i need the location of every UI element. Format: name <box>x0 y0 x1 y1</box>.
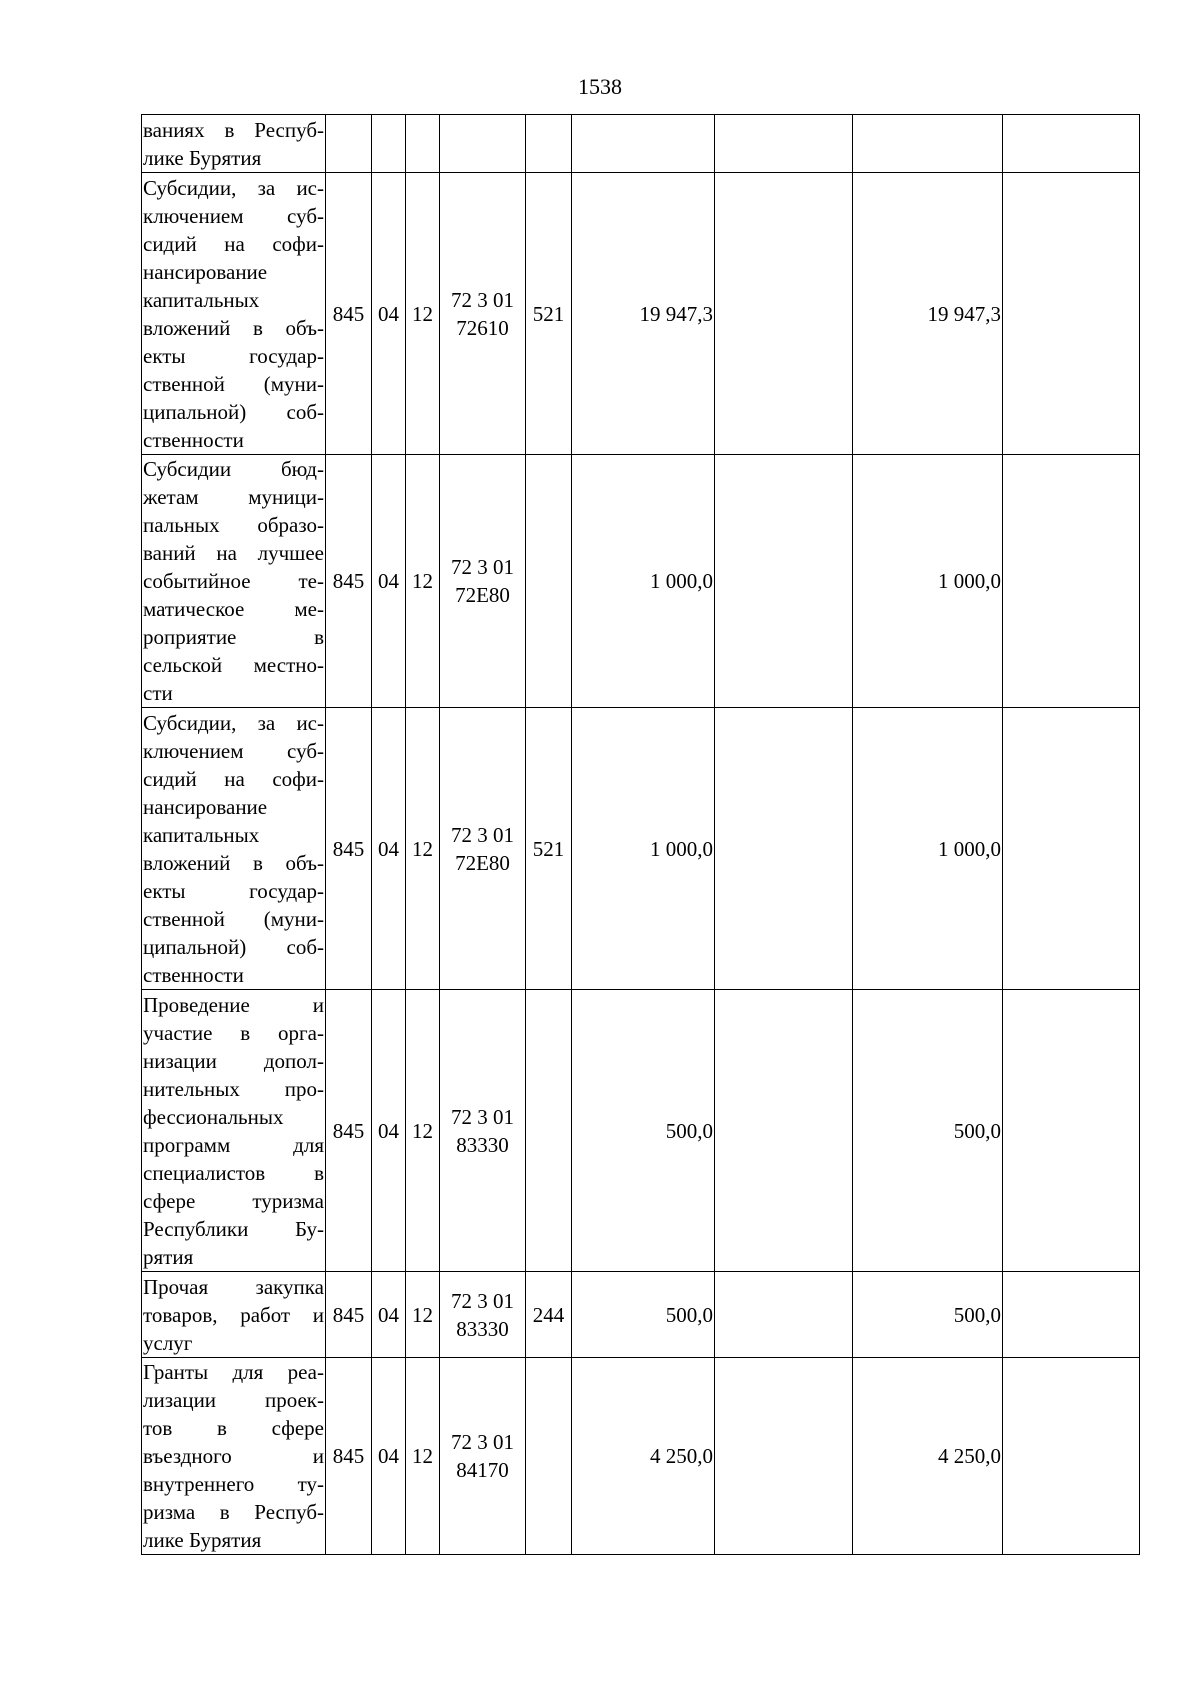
expense-name-line: событийное те- <box>143 569 324 593</box>
expense-name-cell <box>142 1272 326 1358</box>
amount-total-cell: 500,0 <box>572 1272 715 1358</box>
ministry-code-cell <box>326 115 372 173</box>
amount-total-cell: 4 250,0 <box>572 1358 715 1555</box>
amount-column-d-cell <box>1003 455 1140 708</box>
amount-column-d-cell <box>1003 115 1140 173</box>
expense-name-line: въездного и <box>143 1444 324 1468</box>
amount-column-c-cell: 19 947,3 <box>853 173 1003 455</box>
expense-name-line: ственной (муни- <box>143 371 324 396</box>
expense-name-line: пальных образо- <box>143 513 324 537</box>
page-number: 1538 <box>578 74 622 99</box>
expense-name-line: рятия <box>143 1244 194 1269</box>
target-article-line: 72 3 01 <box>451 287 514 312</box>
expense-type-cell <box>526 990 572 1272</box>
expense-name-line: внутреннего ту- <box>143 1472 324 1496</box>
expense-name-line: нансирование <box>143 794 268 819</box>
amount-column-b-cell <box>715 708 853 990</box>
expense-name-line: ственности <box>143 962 244 987</box>
target-article-line: 72 3 01 <box>451 555 514 579</box>
expense-name-cell <box>142 173 326 455</box>
expense-name-line: Проведение и <box>143 992 324 1017</box>
target-article-line: 72 3 01 <box>451 822 514 847</box>
target-article-cell <box>440 455 526 708</box>
section-code-cell: 04 <box>372 173 406 455</box>
expense-type-cell: 521 <box>526 708 572 990</box>
expense-name-line: ственной (муни- <box>143 906 324 931</box>
amount-total-cell <box>572 115 715 173</box>
amount-column-c-cell: 1 000,0 <box>853 455 1003 708</box>
amount-column-c-cell: 500,0 <box>853 990 1003 1272</box>
expense-name-line: жетам муници- <box>143 485 324 509</box>
budget-table <box>141 114 1140 1555</box>
expense-name-line: участие в орга- <box>143 1020 324 1045</box>
expense-name-line: Субсидии бюд- <box>143 457 324 481</box>
table-row <box>142 1358 1140 1555</box>
amount-total-cell: 500,0 <box>572 990 715 1272</box>
subsection-code-cell: 12 <box>406 455 440 708</box>
expense-name-line: ципальной) соб- <box>143 934 324 959</box>
amount-column-b-cell <box>715 1358 853 1555</box>
target-article-line: 83330 <box>456 1316 509 1341</box>
expense-type-cell: 521 <box>526 173 572 455</box>
amount-column-c-cell: 1 000,0 <box>853 708 1003 990</box>
expense-name-line: вложений в объ- <box>143 850 324 875</box>
expense-name-line: сфере туризма <box>143 1188 324 1213</box>
expense-name-line: ризма в Респуб- <box>143 1500 324 1524</box>
target-article-cell <box>440 708 526 990</box>
table-row <box>142 1272 1140 1358</box>
expense-name-line: лике Бурятия <box>143 145 262 170</box>
expense-name-line: нительных про- <box>143 1076 324 1101</box>
expense-name-line: екты государ- <box>143 343 324 368</box>
subsection-code-cell <box>406 115 440 173</box>
amount-column-d-cell <box>1003 708 1140 990</box>
ministry-code-cell: 845 <box>326 990 372 1272</box>
expense-name-cell <box>142 115 326 173</box>
target-article-cell <box>440 173 526 455</box>
expense-name-line: нансирование <box>143 259 268 284</box>
expense-name-line: сти <box>143 681 173 705</box>
target-article-line: 83330 <box>456 1132 509 1157</box>
expense-name-line: сидий на софи- <box>143 766 324 791</box>
expense-name-line: Субсидии, за ис- <box>143 175 324 200</box>
amount-column-c-cell <box>853 115 1003 173</box>
expense-name-line: Республики Бу- <box>143 1216 324 1241</box>
expense-name-line: Гранты для реа- <box>143 1360 324 1384</box>
expense-name-cell <box>142 455 326 708</box>
expense-name-line: ципальной) соб- <box>143 399 324 424</box>
expense-type-cell <box>526 455 572 708</box>
expense-name-cell <box>142 708 326 990</box>
amount-total-cell: 19 947,3 <box>572 173 715 455</box>
amount-column-b-cell <box>715 990 853 1272</box>
expense-name-cell <box>142 1358 326 1555</box>
section-code-cell: 04 <box>372 990 406 1272</box>
subsection-code-cell: 12 <box>406 1272 440 1358</box>
expense-name-line: лизации проек- <box>143 1388 324 1412</box>
amount-total-cell: 1 000,0 <box>572 455 715 708</box>
section-code-cell: 04 <box>372 1272 406 1358</box>
section-code-cell: 04 <box>372 708 406 990</box>
target-article-line: 84170 <box>456 1458 509 1482</box>
expense-name-line: низации допол- <box>143 1048 324 1073</box>
amount-column-d-cell <box>1003 173 1140 455</box>
ministry-code-cell: 845 <box>326 455 372 708</box>
amount-column-c-cell: 4 250,0 <box>853 1358 1003 1555</box>
expense-name-line: программ для <box>143 1132 324 1157</box>
amount-column-d-cell <box>1003 1358 1140 1555</box>
target-article-cell <box>440 1272 526 1358</box>
expense-type-cell <box>526 115 572 173</box>
ministry-code-cell: 845 <box>326 708 372 990</box>
amount-column-d-cell <box>1003 990 1140 1272</box>
expense-name-line: ваниях в Респуб- <box>143 117 324 142</box>
target-article-line: 72 3 01 <box>451 1104 514 1129</box>
amount-column-b-cell <box>715 173 853 455</box>
subsection-code-cell: 12 <box>406 708 440 990</box>
subsection-code-cell: 12 <box>406 990 440 1272</box>
expense-name-line: матическое ме- <box>143 597 324 621</box>
expense-name-line: услуг <box>143 1330 193 1355</box>
amount-column-b-cell <box>715 1272 853 1358</box>
expense-name-cell <box>142 990 326 1272</box>
expense-name-line: сельской местно- <box>143 653 324 677</box>
expense-name-line: Субсидии, за ис- <box>143 710 324 735</box>
ministry-code-cell: 845 <box>326 1272 372 1358</box>
subsection-code-cell: 12 <box>406 173 440 455</box>
expense-name-line: Прочая закупка <box>143 1274 324 1299</box>
expense-name-line: ственности <box>143 427 244 452</box>
expense-name-line: ключением суб- <box>143 738 324 763</box>
amount-column-b-cell <box>715 455 853 708</box>
expense-name-line: лике Бурятия <box>143 1528 262 1552</box>
section-code-cell: 04 <box>372 455 406 708</box>
expense-name-line: товаров, работ и <box>143 1302 324 1327</box>
target-article-line: 72610 <box>456 315 509 340</box>
expense-name-line: фессиональных <box>143 1104 284 1129</box>
expense-name-line: вложений в объ- <box>143 315 324 340</box>
table-row <box>142 990 1140 1272</box>
amount-column-d-cell <box>1003 1272 1140 1358</box>
expense-name-line: ключением суб- <box>143 203 324 228</box>
target-article-line: 72 3 01 <box>451 1288 514 1313</box>
expense-name-line: екты государ- <box>143 878 324 903</box>
section-code-cell <box>372 115 406 173</box>
table-row <box>142 455 1140 708</box>
target-article-cell <box>440 990 526 1272</box>
expense-type-cell: 244 <box>526 1272 572 1358</box>
target-article-cell <box>440 1358 526 1555</box>
expense-name-line: ваний на лучшее <box>143 541 324 565</box>
table-row <box>142 173 1140 455</box>
table-row <box>142 708 1140 990</box>
target-article-line: 72 3 01 <box>451 1430 514 1454</box>
amount-column-c-cell: 500,0 <box>853 1272 1003 1358</box>
target-article-line: 72E80 <box>455 850 510 875</box>
amount-column-b-cell <box>715 115 853 173</box>
expense-name-line: специалистов в <box>143 1160 324 1185</box>
amount-total-cell: 1 000,0 <box>572 708 715 990</box>
expense-name-line: роприятие в <box>143 625 324 649</box>
target-article-cell <box>440 115 526 173</box>
expense-name-line: капитальных <box>143 287 260 312</box>
expense-name-line: сидий на софи- <box>143 231 324 256</box>
ministry-code-cell: 845 <box>326 173 372 455</box>
ministry-code-cell: 845 <box>326 1358 372 1555</box>
section-code-cell: 04 <box>372 1358 406 1555</box>
expense-name-line: капитальных <box>143 822 260 847</box>
target-article-line: 72E80 <box>455 583 510 607</box>
subsection-code-cell: 12 <box>406 1358 440 1555</box>
expense-type-cell <box>526 1358 572 1555</box>
table-row <box>142 115 1140 173</box>
expense-name-line: тов в сфере <box>143 1416 324 1440</box>
